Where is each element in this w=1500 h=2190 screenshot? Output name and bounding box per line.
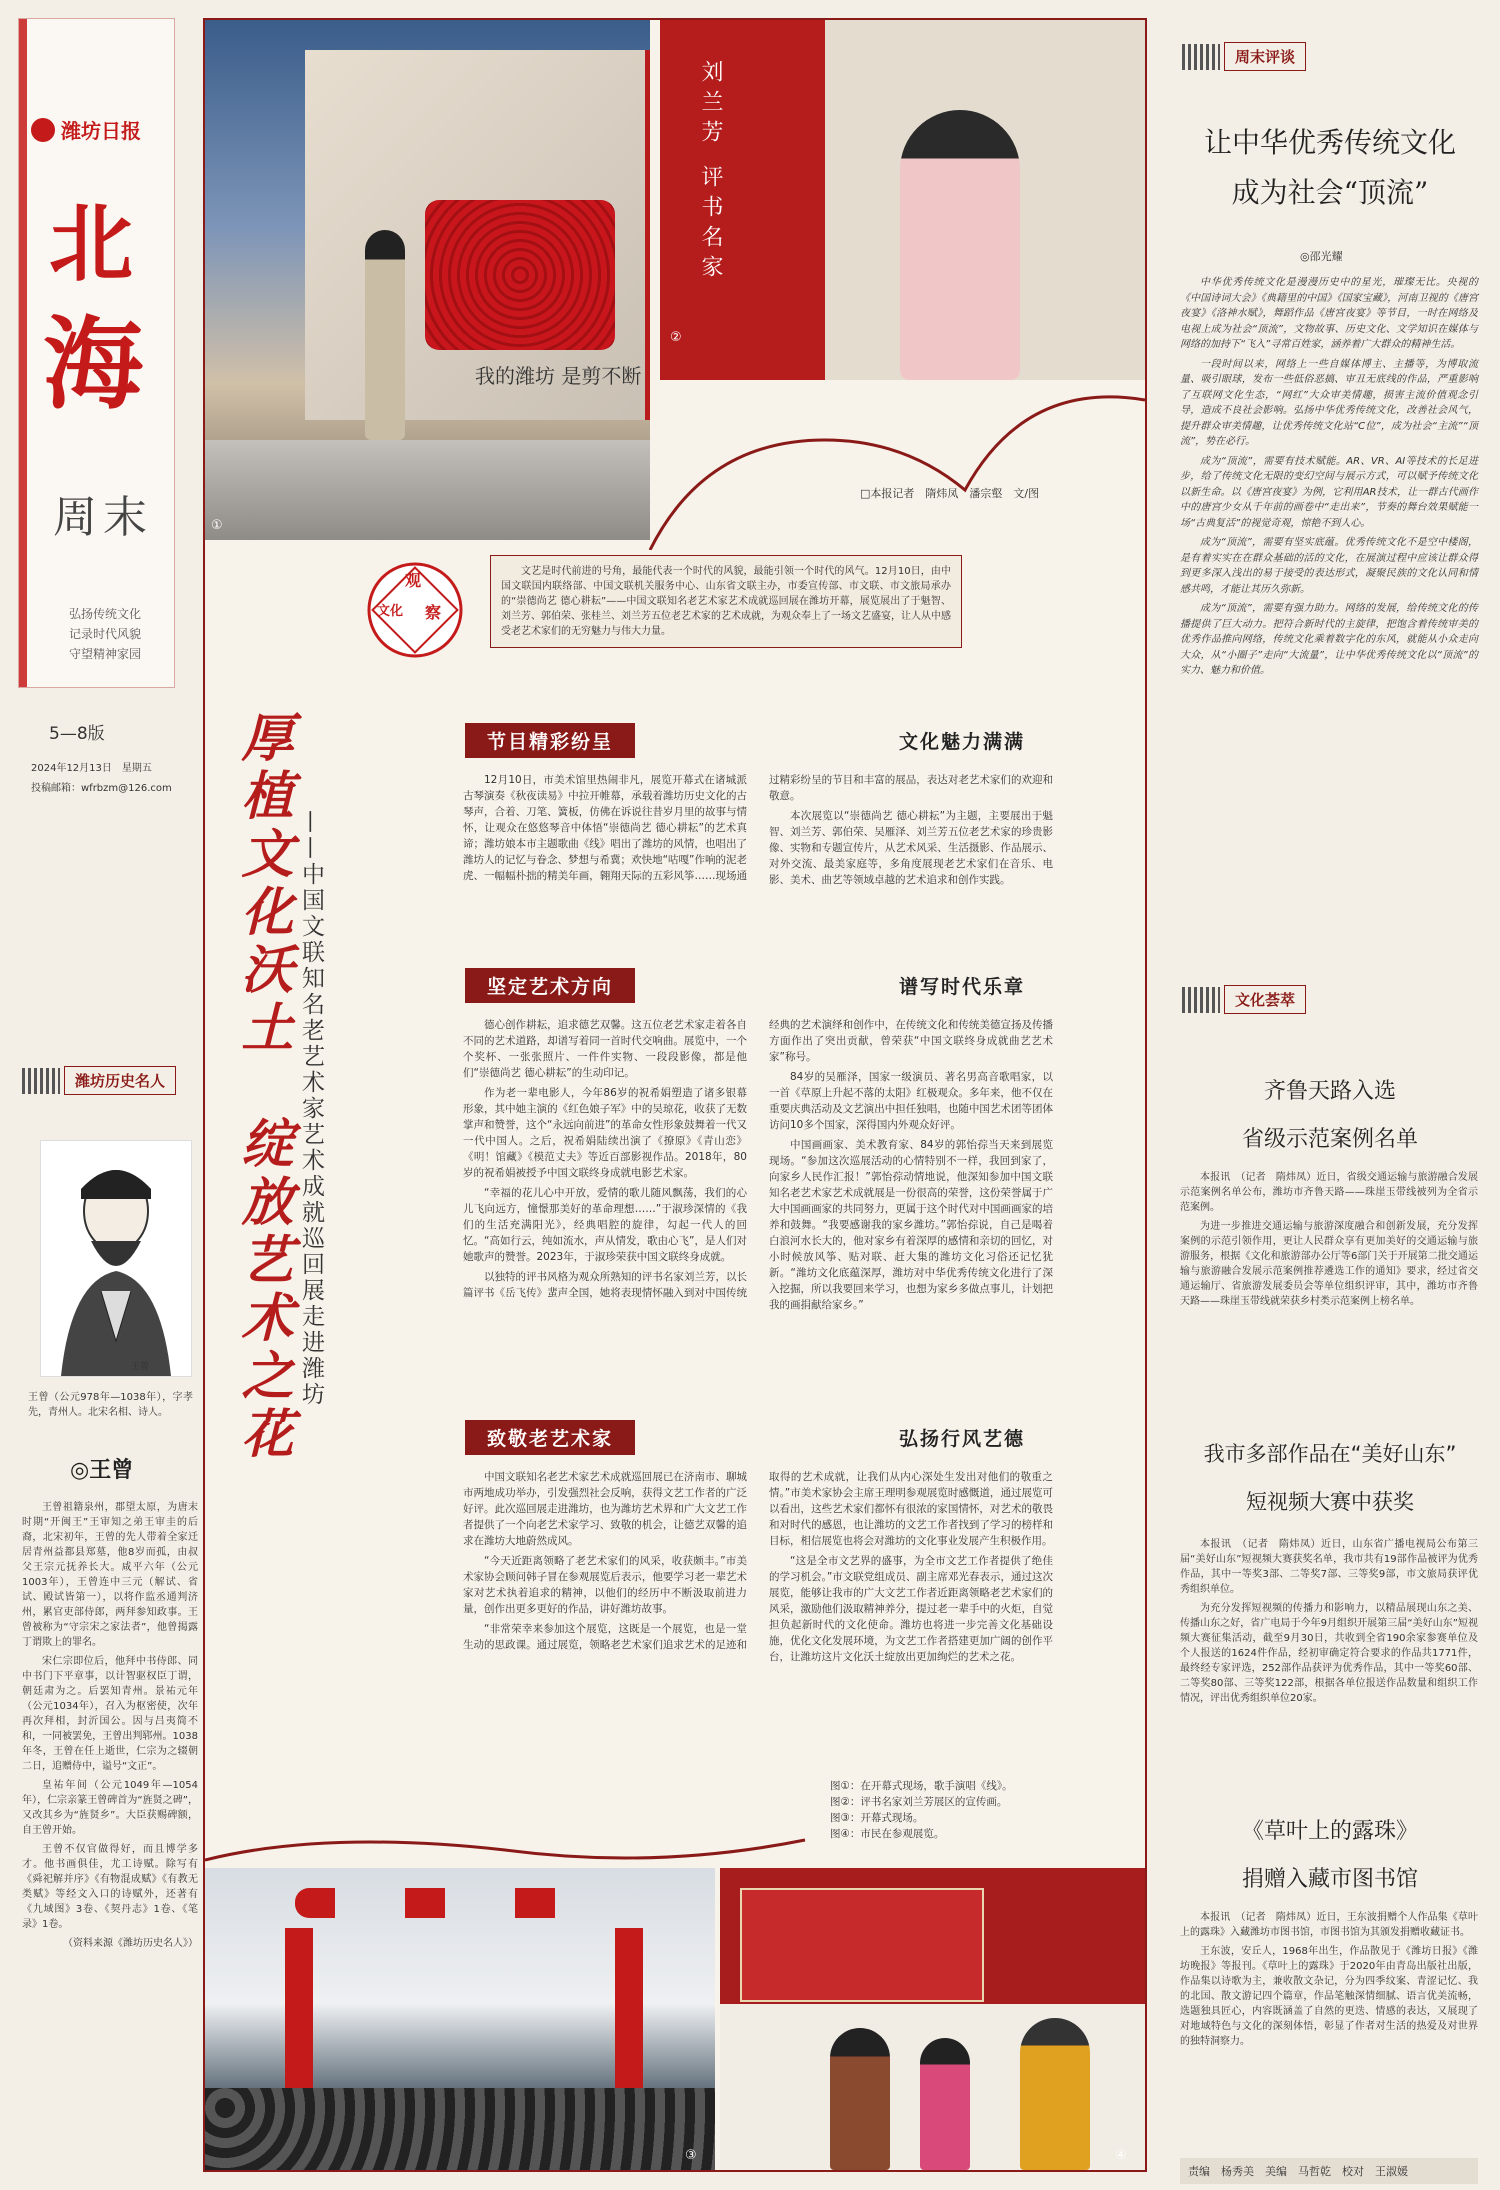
slogan-line: 弘扬传统文化 [69, 607, 142, 621]
section-3-paragraph: “这是全市文艺界的盛事，为全市文艺工作者提供了绝佳的学习机会。”市文联党组成员、副主席邓光春表示，通过这次展览，能够让我市的广大文艺工作者近距离领略老艺术家们的风采，激励他们汲取精神养分，提过老一辈手中的火炬，自觉担负起新时代的文化使命。潍坊也将进一步完善文化基础设施，优化文化发展环境，为文艺工作者搭建更加广阔的创作平台，让潍坊这片文化沃土绽放出更加绚烂的艺术之花。 [769, 1555, 1053, 1663]
news-item-2-body [1180, 1537, 1478, 1710]
section-2-paragraph: 作为老一辈电影人，今年86岁的祝希娟塑造了诸多银幕形象，其中她主演的《红色娘子军》中的吴琼花，收获了无数掌声和赞誉，这个“永远向前进”的革命女性形象鼓舞着一代又一代中国人。之后，祝希娟陆续出演了《撩原》《青山恋》《明！馆藏》《模范丈夫》等近百部影视作品。2018年，80岁的祝希娟被授予中国文联终身成就电影艺术家。 [463, 1087, 747, 1179]
news-item-1-title [1180, 1068, 1480, 1164]
news-item-3-title [1180, 1808, 1480, 1904]
red-bar [19, 19, 27, 687]
section-bars-icon [1182, 987, 1220, 1013]
photo-1-marker: ① [211, 518, 223, 533]
section-2-body [463, 1017, 1053, 1417]
photo-1-banner-text: 我的潍坊 是剪不断 [475, 364, 642, 388]
bio-paragraph: 皇祐年间（公元1049年—1054年），仁宗亲篆王曾碑首为“旌贤之碑”，又改其乡为“旌贤乡”。大臣获赐碑额，自王曾开始。 [22, 1780, 198, 1836]
portrait-figure [900, 110, 1020, 380]
photo-2 [660, 20, 1145, 380]
lede-text: 文艺是时代前进的号角，最能代表一个时代的风貌，最能引领一个时代的风气。12月10日，由中国文联国内联络部、中国文联机关服务中心、山东省文联主办，市委宣传部、市文联、市文旅局承办的“崇德尚艺 德心耕耘”——中国文联知名老艺术家艺术成就巡回展在潍坊开幕，展览展出了于魁智、刘兰芳、郭伯荣、张桂兰、刘兰芳五位老艺术家的艺术成就，为观众奉上了一场文艺盛宴，让人从中感受老艺术家们的无穷魅力与伟大力量。 [501, 566, 951, 637]
famous-section-tag [22, 1066, 176, 1095]
section-1-title-left: 节目精彩纷呈 [465, 723, 635, 758]
commentary-author: ◎邵光耀 [1300, 250, 1343, 263]
commentary-section-tag [1182, 42, 1306, 71]
section-2-title-left: 坚定艺术方向 [465, 968, 635, 1003]
paper-logo-icon [31, 118, 55, 142]
news-title-line: 捐赠入藏市图书馆 [1241, 1867, 1418, 1892]
commentary-title [1180, 118, 1480, 218]
title-char-a: 北 [49, 194, 134, 293]
news-section-title: 文化荟萃 [1224, 985, 1306, 1014]
section-3-paragraph: 中国文联知名老艺术家艺术成就巡回展已在济南市、聊城市两地成功举办，引发强烈社会反响，获得文艺工作者的广泛好评。此次巡回展走进潍坊，也为潍坊艺术界和广大文艺工作者提供了一个向老艺术家学习、致敬的机会，让德艺双馨的追求在潍坊大地蔚然成风。 [463, 1471, 747, 1547]
section-2-paragraph: 中国画画家、美术教育家、84岁的郭怡孮当天来到展览现场。“参加这次巡展活动的心情特别不一样，我回到家了，向家乡人民作汇报！”郭怡孮动情地说，他深知参加中国文联知名老艺术家艺术成就展是一份很高的荣誉，这份荣誉属于广大中国画画家的共同努力，更属于这个时代对中国画画家的培养和鼓舞。“我要感谢我的家乡潍坊。”郭怡孮说，自己是喝着白浪河水长大的，他对家乡有着深厚的感情和亲切的回忆，对小时候放风筝、贴对联、赶大集的潍坊文化习俗还记忆犹新。“潍坊文化底蕴深厚，潍坊对中华优秀传统文化进行了深入挖掘，所以我要回来学习，也想为家乡多做点事儿，计划把我的画捐献给家乡。” [769, 1139, 1053, 1311]
news-section-tag [1182, 985, 1306, 1014]
commentary-paragraph: 中华优秀传统文化是漫漫历史中的星光，璀璨无比。央视的《中国诗词大会》《典籍里的中国》《国家宝藏》，河南卫视的《唐宫夜宴》《洛神水赋》，舞蹈作品《唐宫夜宴》等节目，一时在网络及电视上成为社会“顶流”，文物故事、历史文化、文学知识在媒体与网络的加持下“飞入”寻常百姓家，涵养着广大群众的精神生活。 [1180, 277, 1478, 350]
section-2-header [465, 965, 1025, 1005]
section-1-header [465, 720, 1025, 760]
byline: □本报记者 隋炜凤 潘宗壑 文/图 [860, 487, 1040, 500]
paper-name: 潍坊日报 [61, 119, 141, 143]
paper-logo [31, 115, 141, 144]
news-paragraph: 为充分发挥短视频的传播力和影响力，以精品展现山东之美、传播山东之好，省广电局于今年9月组织开展第三届“美好山东”短视频大赛征集活动，截至9月30日，共收到全省190余家参赛单位及个人报送的1624件作品，经初审确定符合要求的作品共1771件，最终经专家评选，252部作品获评为优秀作品，其中一等奖60部、二等奖80部、三等奖122部，根据各单位报送作品数量和组织工作情况，评出优秀组织单位20家。 [1180, 1603, 1478, 1704]
bio-paragraph: 王曾不仅官做得好，而且博学多才。他书画俱佳，尤工诗赋。除写有《舜祀解并序》《有物混成赋》《有教无类赋》等经文入口的诗赋外，还著有《九域图》3卷、《契丹志》1卷、《笔录》1卷。 [22, 1844, 198, 1930]
title-char-b: 海 [43, 305, 143, 423]
slogan-line: 守望精神家园 [69, 647, 142, 661]
bio-paragraph: 宋仁宗即位后，他拜中书侍郎、同中书门下平章事，以计智驱权臣丁谓，朝廷肃为之。后罢知青州。景祐元年（公元1034年），召入为枢密使，次年再次拜相，封沂国公。因与吕夷简不和，一同被罢免，王曾出判郓州。1038年冬，王曾在任上逝世，仁宗为之辍朝二日，追赠侍中，谥号“文正”。 [22, 1656, 198, 1772]
commentary-paragraph: 成为“顶流”，需要有强力助力。网络的发展，给传统文化的传播提供了巨大动力。把符合新时代的主旋律，把饱含着传统审美的优秀作品推向网络，传统文化乘着数字化的东风，就能从小众走向大众，从“小圈子”走向“大流量”，让中华优秀传统文化以“顶流”的实力、魅力和价值。 [1180, 603, 1478, 676]
commentary-paragraph: 成为“顶流”，需要有坚实底蕴。优秀传统文化不是空中楼阁，是有着实实在在群众基础的活的文化，在展演过程中应该让群众得到更多深入浅出的易于接受的表达形式，凝聚民族的文化认同和情感共鸣，才能让其历久弥新。 [1180, 537, 1478, 595]
footer-credits: 责编 杨秀美 美编 马哲乾 校对 王淑媛 [1180, 2158, 1478, 2184]
famous-name: ◎王曾 [70, 1457, 134, 1483]
news-title-line: 短视频大赛中获奖 [1246, 1490, 1414, 1514]
logo-char-c: 察 [425, 603, 442, 622]
portrait [40, 1140, 192, 1377]
crowd [205, 2088, 715, 2170]
famous-bio [22, 1500, 198, 1951]
masthead [18, 18, 175, 794]
culture-observation-logo [365, 560, 465, 660]
week-label: 周末 [53, 492, 153, 543]
commentary-title-line: 让中华优秀传统文化 [1203, 126, 1456, 159]
photo-4 [720, 1868, 1145, 2170]
section-bars-icon [1182, 44, 1220, 70]
exhibit-panel [740, 1888, 984, 2002]
red-lanterns [295, 1888, 615, 1918]
news-title-line: 《草叶上的露珠》 [1241, 1819, 1418, 1844]
masthead-divider [18, 690, 173, 950]
lede-box [490, 555, 962, 648]
logo-char-a: 观 [405, 571, 422, 590]
news-item-2-title [1180, 1430, 1480, 1526]
section-3-title-right: 弘扬行风艺德 [898, 1427, 1025, 1450]
section-2-paragraph: 以独特的评书风格为观众所熟知的评书名家刘兰芳，以长篇评书《岳飞传》蜚声全国，她将表现情怀融入到对中国传统经典的艺术演绎和创作中，在传统文化和传统美德宣扬及传播方面作出了突出贡献，曾荣获“中国文联终身成就曲艺艺术家”称号。 [463, 1019, 1053, 1299]
commentary-section-title: 周末评谈 [1224, 42, 1306, 71]
photo-3 [205, 1868, 715, 2170]
portrait-caption: 王曾 [131, 1362, 150, 1372]
section-2-paragraph: 84岁的吴雁泽，国家一级演员、著名男高音歌唱家，以一首《草原上升起不落的太阳》红极观众。多年来，他不仅在重要庆典活动及文艺演出中担任独唱，也随中国艺术团等团体访问10多个国家，深得国内外观众好评。 [769, 1071, 1053, 1131]
feature-frame [203, 18, 1147, 2172]
section-1-paragraph: 本次展览以“崇德尚艺 德心耕耘”为主题，主要展出于魁智、刘兰芳、郭伯荣、吴雁泽、刘兰芳五位老艺术家的珍贵影像、实物和专题宣传片，从艺术风采、生活摄影、作品展示、对外交流、最美家庭等，多角度展现老艺术家们在音乐、电影、美术、曲艺等领域卓越的艺术追求和创作实践。 [769, 810, 1053, 886]
commentary-title-line: 成为社会“顶流” [1231, 176, 1429, 209]
famous-intro: 王曾（公元978年—1038年），字孝先，青州人。北宋名相、诗人。 [28, 1392, 193, 1418]
news-paragraph: 为进一步推进交通运输与旅游深度融合和创新发展，充分发挥案例的示范引领作用，更让人民群众享有更加美好的交通运输与旅游服务，根据《文化和旅游部办公厅等6部门关于开展第二批交通运输与旅游融合发展示范案例推荐遴选工作的通知》要求，经过省交通运输厅、省旅游发展委员会等单位组织评审，其中，潍坊市齐鲁天路——珠崖玉带线就荣获乡村类示范案例上榜名单。 [1180, 1221, 1478, 1307]
photo-2-vertical-text: 刘兰芳 评书名家 [698, 60, 723, 285]
caption-line: 图②：评书名家刘兰芳展区的宣传画。 [830, 1796, 1008, 1808]
logo-char-b: 文化 [377, 604, 404, 619]
photo-1-banner [305, 50, 650, 420]
commentary-body [1180, 275, 1478, 683]
bio-source: （资料来源《潍坊历史名人》） [63, 1938, 198, 1949]
news-title-line: 我市多部作品在“美好山东” [1203, 1442, 1457, 1466]
section-2-title-right: 谱写时代乐章 [898, 975, 1025, 998]
decorative-wave-icon [205, 380, 1145, 550]
submission-email: 投稿邮箱：wfrbzm@126.com [31, 783, 172, 794]
red-banner-left [285, 1928, 313, 2088]
photo-3-marker: ③ [685, 2148, 697, 2163]
red-papercut [425, 200, 615, 350]
section-3-title-left: 致敬老艺术家 [465, 1420, 635, 1455]
edition-label: 5—8版 [49, 724, 105, 744]
section-3-header [465, 1417, 1025, 1457]
section-3-paragraph: “今天近距离领略了老艺术家们的风采，收获颇丰。”市美术家协会顾问韩子冒在参观展览后表示，他要学习老一辈艺术家对艺术执着追求的精神，以他们的经历中不断汲取前进力量，创作出更多更好的作品，讲好潍坊故事。 [463, 1555, 747, 1615]
section-2-paragraph: “幸福的花儿心中开放，爱情的歌儿随风飘荡，我们的心儿飞向远方，憧憬那美好的革命理想……”于淑珍深情的《我们的生活充满阳光》，经典唱腔的旋律，勾起一代人的回忆。“高如行云，纯如流水，声从情发，歌由心飞”，是人们对她歌声的赞誉。2023年，于淑珍荣获中国文联终身成就。 [463, 1187, 747, 1263]
caption-line: 图④：市民在参观展览。 [830, 1828, 945, 1840]
headline: 厚植文化沃土 绽放艺术之花 [232, 710, 293, 1464]
slogan [69, 604, 141, 664]
news-paragraph: 本报讯 （记者 隋炜凤）近日，省级交通运输与旅游融合发展示范案例名单公布，潍坊市齐鲁天路——珠崖玉带线被列为全省示范案例。 [1180, 1172, 1478, 1213]
issue-date: 2024年12月13日 星期五 [31, 763, 152, 774]
photo-4-marker: ④ [1115, 2148, 1127, 2163]
section-1-title-right: 文化魅力满满 [898, 730, 1025, 753]
news-title-line: 省级示范案例名单 [1241, 1127, 1418, 1152]
news-title-line: 齐鲁天路入选 [1263, 1079, 1396, 1104]
visitor-2 [920, 2038, 970, 2170]
bio-paragraph: 王曾祖籍泉州，郡望太原，为唐末时期“开闽王”王审知之弟王审圭的后裔，北宋初年，王曾的先人带着全家迁居青州益都县郑墓，他8岁而孤，由叔父王宗元抚养长大。咸平六年（公元1003年），王曾连中三元（解试、省试、殿试皆第一），以将作监丞通判济州，累官吏部侍郎，两拜参知政事。王曾被称为“守宗宋之家法者”，他曾揭露丁谓欺上的罪名。 [22, 1502, 198, 1648]
photo-2-marker: ② [670, 330, 682, 345]
news-paragraph: 本报讯 （记者 隋炜凤）近日，王东波捐赠个人作品集《草叶上的露珠》入藏潍坊市图书馆，市图书馆为其颁发捐赠收藏证书。 [1180, 1912, 1478, 1938]
section-2-paragraph: 德心创作耕耘，追求德艺双馨。这五位老艺术家走着各自不同的艺术道路，却谱写着同一首时代交响曲。展览中，一个个奖杯、一张张照片、一件件实物、一段段影像，都是他们“崇德尚艺 德心耕耘”的生动印记。 [463, 1019, 747, 1079]
news-item-3-body [1180, 1910, 1478, 2053]
visitor-3 [1020, 2018, 1090, 2170]
commentary-paragraph: 成为“顶流”，需要有技术赋能。AR、VR、AI等技术的长足进步，给了传统文化无限的变幻空间与展示方式，可以赋予传统文化以新生命。以《唐宫夜宴》为例，它利用AR技术，让一群古代画作中的唐宫少女从千年前的画卷中“走出来”，节奏的舞台效果赋能一场“古典复活”的视觉奇观，惊艳不到人心。 [1180, 455, 1478, 529]
section-1-paragraph: 12月10日，市美术馆里热闹非凡，展览开幕式在诸城派古琴演奏《秋夜读易》中拉开帷幕，承载着潍坊历史文化的古琴声，合着、刀笔、簧板，仿佛在诉说往昔岁月里的故事与情怀，让观众在悠悠琴音中体悟“崇德尚艺 德心耕耘”的艺术真谛；潍坊娘本市主题歌曲《线》唱出了潍坊的风情，也唱出了潍坊人的记忆与眷念、梦想与希冀；欢快地“咕嘎”作响的泥老虎、一幅幅朴拙的精美年画，翱翔天际的五彩风筝……现场通过精彩纷呈的节目和丰富的展品，表达对老艺术家们的欢迎和敬意。 [463, 774, 1053, 882]
section-3-paragraph: “非常荣幸来参加这个展览，这既是一个展览，也是一堂生动的思政课。通过展览，领略老艺术家们追求艺术的足迹和取得的艺术成就，让我们从内心深处生发出对他们的敬重之情。”市美术家协会主席王理明参观展览时感慨道，通过展览可以看出，这些艺术家们都怀有很浓的家国情怀，对艺术的敬畏和对时代的感恩，也让潍坊的文艺工作者找到了学习的榜样和目标，相信展览也将会对潍坊的文化事业发展产生积极作用。 [463, 1471, 1053, 1651]
famous-section-title: 潍坊历史名人 [64, 1066, 176, 1095]
slogan-line: 记录时代风貌 [69, 627, 142, 641]
subheadline: ——中国文联知名老艺术家艺术成就巡回展走进潍坊 [298, 810, 324, 1408]
commentary-paragraph: 一段时间以来，网络上一些自媒体博主、主播等，为博取流量、吸引眼球，发布一些低俗恶搞、审丑无底线的作品，严重影响了互联网文化生态，“网红”大众审美情趣，损害主流价值观念引导，造成不良社会影响。弘扬中华优秀传统文化，改善社会风气，提升群众审美情趣，让优秀传统文化站“C位”，成为社会“主流”“顶流”，势在必行。 [1180, 358, 1478, 447]
caption-line: 图①：在开幕式现场，歌手演唱《线》。 [830, 1780, 1013, 1792]
news-paragraph: 王东波，安丘人，1968年出生，作品散见于《潍坊日报》《潍坊晚报》等报刊。《草叶上的露珠》于2020年由青岛出版社出版，作品集以诗歌为主，兼收散文杂记，分为四季纹案、青涩记忆、我的北国、散文游记四个篇章，作品笔触深情细腻、语言优美流畅，选题独具匠心，内容既涵盖了自然的更迭、情感的表达，又展现了对地域特色与文化的深刻体悟，彰显了作者对生活的热爱及对世界的独特洞察力。 [1180, 1946, 1478, 2047]
section-bars-icon [22, 1068, 60, 1094]
visitor-1 [830, 2028, 890, 2170]
scholar-portrait-icon [41, 1141, 191, 1376]
caption-line: 图③：开幕式现场。 [830, 1812, 924, 1824]
red-banner-right [615, 1928, 643, 2088]
section-1-body [463, 772, 1053, 952]
news-paragraph: 本报讯 （记者 隋炜凤）近日，山东省广播电视局公布第三届“美好山东”短视频大赛获奖名单，我市共有19部作品被评为优秀作品，其中一等奖3部、二等奖7部、三等奖9部，市文旅局获评优秀组织单位。 [1180, 1539, 1478, 1595]
section-3-body [463, 1469, 1053, 1769]
news-item-1-body [1180, 1170, 1478, 1313]
